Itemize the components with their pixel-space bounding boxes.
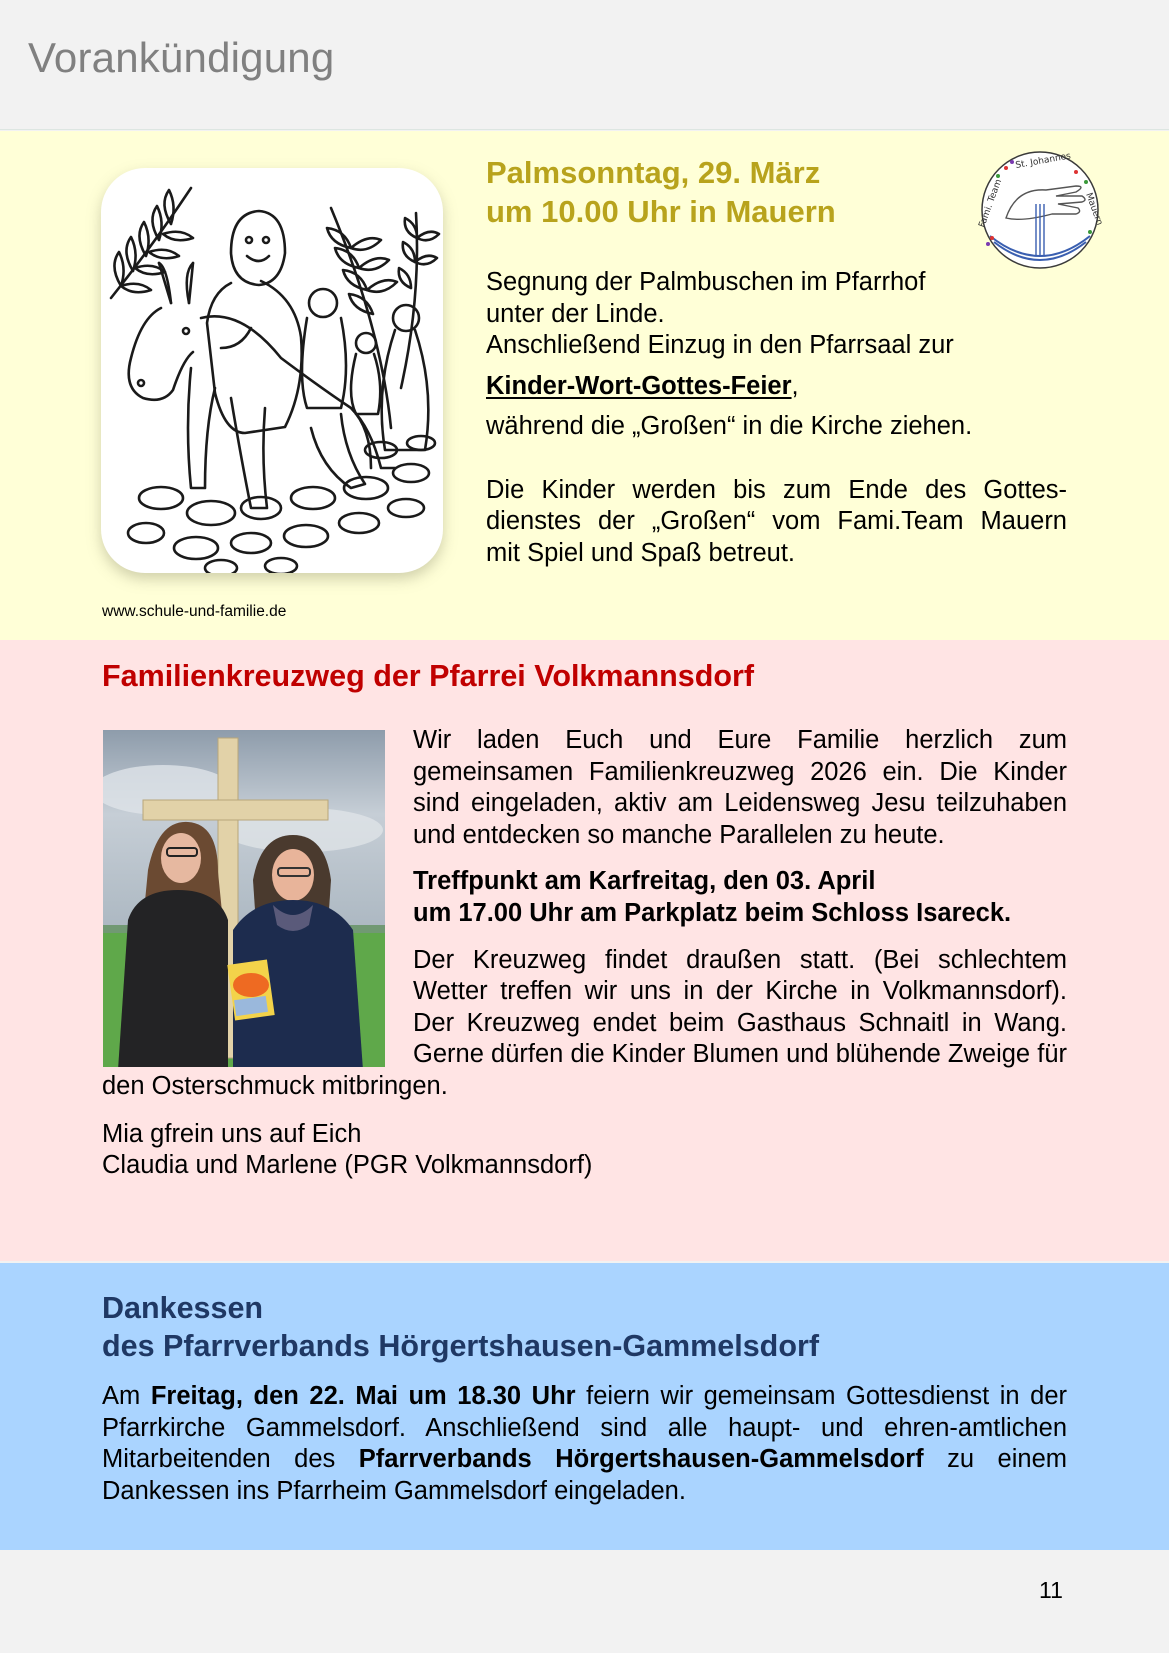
signature-block: [102, 1119, 1067, 1182]
hand-logo-icon: [976, 148, 1104, 272]
image-credit: www.schule-und-familie.de: [102, 603, 287, 620]
care-line-2: dienstes der „Großen“ vom Fami.Team Mauern: [486, 507, 1067, 535]
palm-sunday-section: [0, 131, 1169, 640]
blessing-line: Segnung der Palmbuschen im Pfarrhof: [486, 268, 926, 296]
dankessen-title-line1: Dankessen: [102, 1291, 264, 1325]
palm-sunday-date: Palmsonntag, 29. März: [486, 155, 821, 190]
donkey-illustration-icon: [101, 168, 443, 573]
care-line-3: mit Spiel und Spaß betreut.: [486, 538, 796, 567]
adults-line: während die „Großen“ in die Kirche ziehen.: [486, 412, 973, 440]
palm-sunday-description: [486, 267, 1067, 569]
invitation-paragraph: Wir laden Euch und Eure Familie herzlich zum gemeinsamen Familienkreuzweg 2026 ein. Die Kinder sind eingeladen, aktiv am Leidensweg Jesu teilzuhaben und entdecken so manche Parallelen zu heute.: [413, 726, 1067, 849]
palm-sunday-time-location: um 10.00 Uhr in Mauern: [486, 194, 836, 229]
signature: Claudia und Marlene (PGR Volkmannsdorf): [102, 1151, 593, 1180]
procession-line: Anschließend Einzug in den Pfarrsaal zur: [486, 331, 954, 359]
meeting-time-location: um 17.00 Uhr am Parkplatz beim Schloss Isareck.: [413, 898, 1012, 927]
page-header: [0, 0, 1169, 130]
svg-text:Fami. Team: Fami. Team: [977, 178, 1005, 230]
care-line-1: Die Kinder werden bis zum Ende des Gottes-: [486, 475, 1067, 504]
kreuzweg-title: Familienkreuzweg der Pfarrei Volkmannsdorf: [102, 659, 754, 693]
page-footer: [0, 1550, 1169, 1653]
family-stations-of-the-cross-section: [0, 640, 1169, 1261]
dankessen-organization: Pfarrverbands Hörgertshausen-Gammelsdorf: [358, 1445, 924, 1474]
page-title: Vorankündigung: [28, 34, 335, 81]
svg-text:Mauern: Mauern: [1083, 191, 1104, 227]
dankessen-title-line2: des Pfarrverbands Hörgertshausen-Gammelsdorf: [102, 1329, 819, 1363]
details-paragraph: Der Kreuzweg findet draußen statt. (Bei schlechtem Wetter treffen wir uns in der Kirche in Volkmannsdorf). Der Kreuzweg endet beim Gasthaus Schnaitl in Wang. Gerne dürfen die Kinder Blumen und blühende Zweige für den Osterschmuck mitbringen.: [102, 945, 1067, 1100]
thank-you-dinner-section: [0, 1263, 1169, 1550]
palm-sunday-illustration: [101, 168, 443, 573]
dankessen-body: Am Freitag, den 22. Mai um 18.30 Uhr feiern wir gemeinsam Gottesdienst in der Pfarrkirche Gammelsdorf. Anschließend sind alle haupt- und ehren-amtlichen Mitarbeitenden des Pfarrverbands Hörgertshausen-Gammelsdorf zu einem Dankessen ins Pfarrheim Gammelsdorf eingeladen.: [102, 1382, 1067, 1505]
kinder-wort-gottes-feier: Kinder-Wort-Gottes-Feier,: [486, 371, 799, 400]
greeting: Mia gfrein uns auf Eich: [102, 1119, 362, 1148]
svg-text:St. Johannes: St. Johannes: [1014, 151, 1072, 171]
kinder-wort-gottes-feier-label: Kinder-Wort-Gottes-Feier: [486, 371, 792, 400]
page-number: 11: [1039, 1577, 1063, 1603]
location-line: unter der Linde.: [486, 299, 665, 328]
palm-sunday-title: [486, 153, 836, 231]
fami-team-logo: [976, 148, 1104, 272]
meeting-date: Treffpunkt am Karfreitag, den 03. April: [413, 867, 876, 896]
dankessen-date: Freitag, den 22. Mai um 18.30 Uhr: [150, 1382, 576, 1410]
dankessen-title: [102, 1289, 819, 1365]
kreuzweg-body: [102, 725, 1067, 1182]
